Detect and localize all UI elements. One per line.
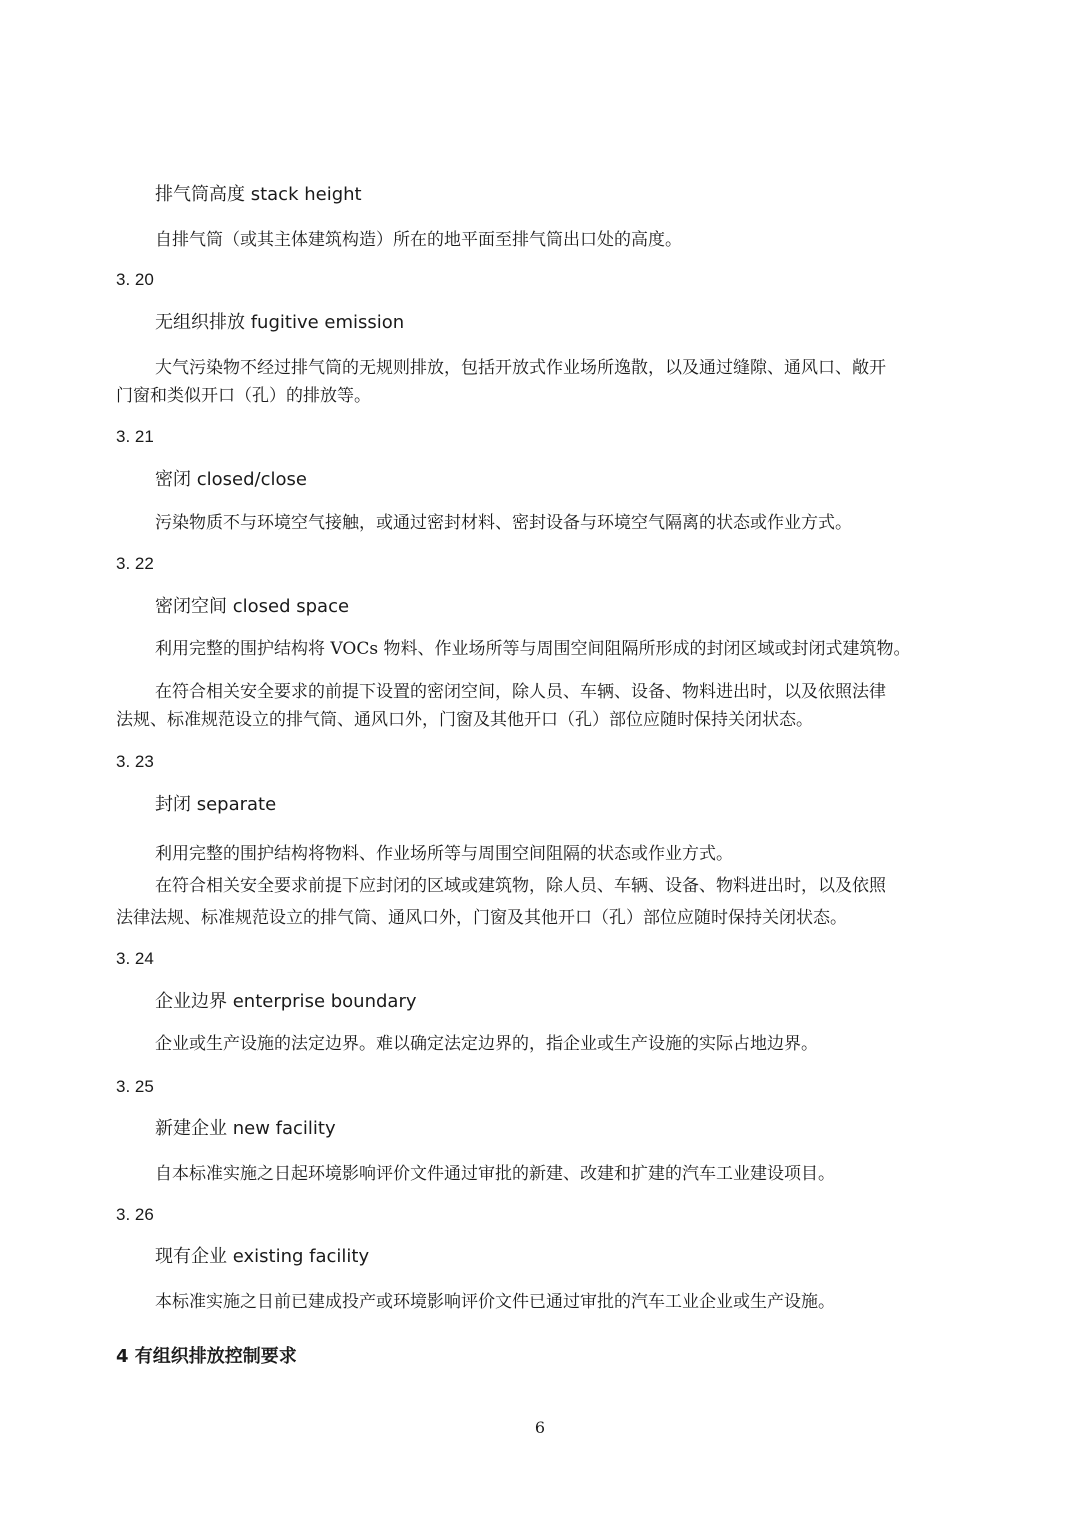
term-title-new-facility: 新建企业 new facility (155, 1118, 336, 1139)
clause-number: 3. 26 (116, 1205, 154, 1224)
term-title-enterprise-boundary: 企业边界 enterprise boundary (155, 991, 417, 1012)
term-title-stack-height: 排气筒高度 stack height (155, 184, 362, 205)
term-definition: 本标准实施之日前已建成投产或环境影响评价文件已通过审批的汽车工业企业或生产设施。 (155, 1292, 835, 1312)
term-definition: 自排气筒（或其主体建筑构造）所在的地平面至排气筒出口处的高度。 (155, 230, 682, 250)
term-title-separate: 封闭 separate (155, 794, 277, 815)
term-title-closed: 密闭 closed/close (155, 469, 307, 490)
term-definition: 利用完整的围护结构将物料、作业场所等与周围空间阻隔的状态或作业方式。 (155, 844, 733, 864)
term-note-continued: 法规、标准规范设立的排气筒、通风口外，门窗及其他开口（孔）部位应随时保持关闭状态。 (116, 710, 813, 730)
term-definition-continued: 门窗和类似开口（孔）的排放等。 (116, 386, 371, 406)
term-definition: 大气污染物不经过排气筒的无规则排放，包括开放式作业场所逸散，以及通过缝隙、通风口、敞开 (155, 358, 886, 378)
section-heading: 4 有组织排放控制要求 (116, 1346, 297, 1367)
term-note: 在符合相关安全要求前提下应封闭的区域或建筑物，除人员、车辆、设备、物料进出时，以及依照 (155, 876, 886, 896)
term-definition: 自本标准实施之日起环境影响评价文件通过审批的新建、改建和扩建的汽车工业建设项目。 (155, 1164, 835, 1184)
term-definition: 污染物质不与环境空气接触，或通过密封材料、密封设备与环境空气隔离的状态或作业方式。 (155, 513, 852, 533)
term-title-closed-space: 密闭空间 closed space (155, 596, 350, 617)
term-note-continued: 法律法规、标准规范设立的排气筒、通风口外，门窗及其他开口（孔）部位应随时保持关闭状态。 (116, 908, 847, 928)
clause-number: 3. 24 (116, 949, 154, 968)
clause-number: 3. 22 (116, 554, 154, 573)
page-number: 6 (534, 1418, 546, 1437)
clause-number: 3. 21 (116, 427, 154, 446)
clause-number: 3. 25 (116, 1077, 154, 1096)
term-note: 在符合相关安全要求的前提下设置的密闭空间，除人员、车辆、设备、物料进出时，以及依照法律 (155, 682, 886, 702)
clause-number: 3. 23 (116, 752, 154, 771)
term-title-fugitive-emission: 无组织排放 fugitive emission (155, 312, 405, 333)
term-definition: 利用完整的围护结构将 VOCs 物料、作业场所等与周围空间阻隔所形成的封闭区域或封闭式建筑物。 (155, 639, 911, 659)
clause-number: 3. 20 (116, 270, 154, 289)
term-definition: 企业或生产设施的法定边界。难以确定法定边界的，指企业或生产设施的实际占地边界。 (155, 1034, 818, 1054)
term-title-existing-facility: 现有企业 existing facility (155, 1246, 370, 1267)
